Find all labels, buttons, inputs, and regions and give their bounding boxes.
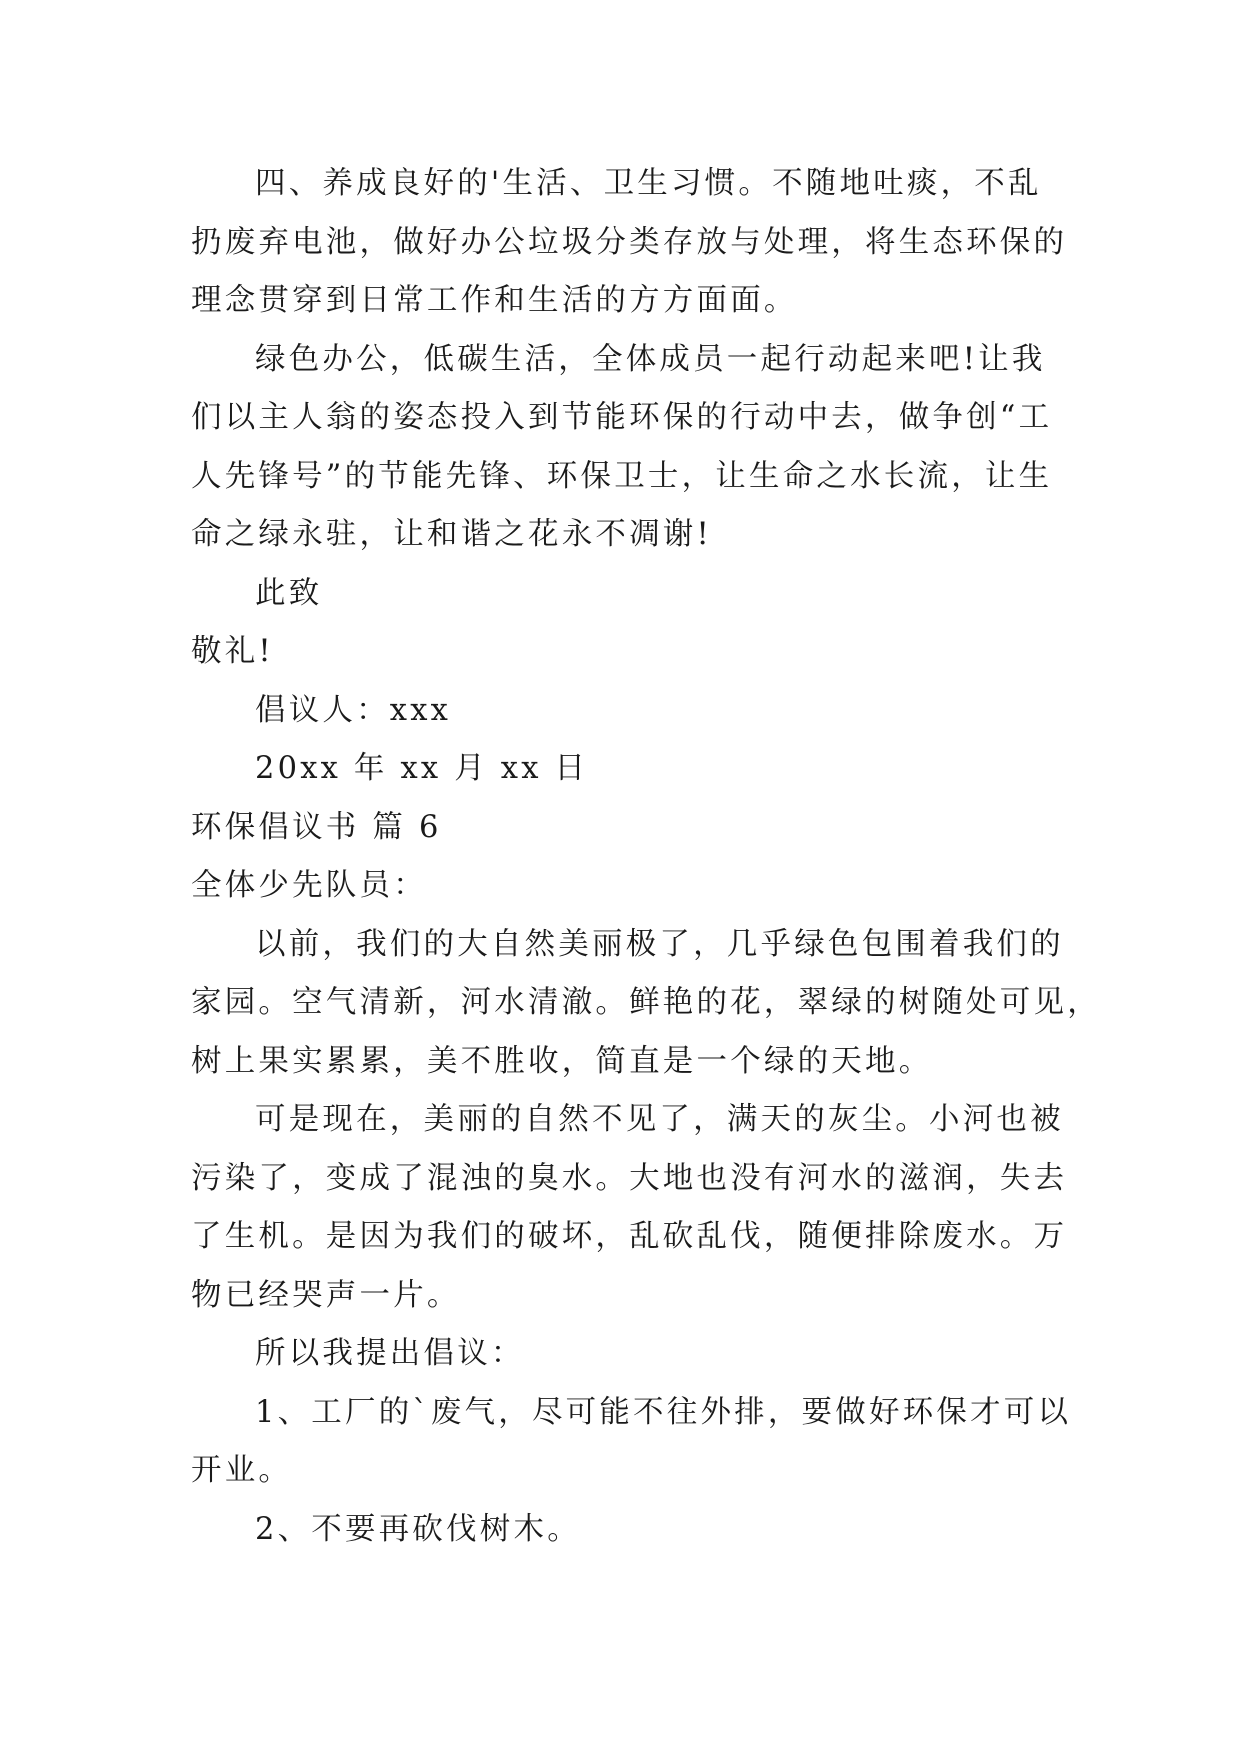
- text-line: 环保倡议书 篇 6: [191, 809, 442, 845]
- text-line: 人先锋号”的节能先锋、环保卫士，让生命之水长流，让生: [191, 458, 1053, 494]
- text-line: 以前，我们的大自然美丽极了，几乎绿色包围着我们的: [255, 926, 1064, 962]
- text-line: 可是现在，美丽的自然不见了，满天的灰尘。小河也被: [255, 1102, 1064, 1137]
- text-line: 家园。空气清新，河水清澈。鲜艳的花，翠绿的树随处可见，: [191, 985, 1101, 1020]
- text-line: 命之绿永驻，让和谐之花永不凋谢!: [191, 517, 712, 552]
- text-line: 倡议人：xxx: [255, 692, 452, 728]
- text-line: 们以主人翁的姿态投入到节能环保的行动中去，做争创“工: [191, 400, 1053, 435]
- text-line: 四、养成良好的'生活、卫生习惯。不随地吐痰，不乱: [255, 166, 1042, 201]
- text-line: 污染了，变成了混浊的臭水。大地也没有河水的滋润，失去: [191, 1160, 1068, 1196]
- text-line: 树上果实累累，美不胜收，简直是一个绿的天地。: [191, 1043, 933, 1079]
- text-line: 绿色办公，低碳生活，全体成员一起行动起来吧!让我: [255, 341, 1046, 377]
- text-line: 20xx 年 xx 月 xx 日: [255, 751, 589, 786]
- document-body: [191, 155, 1101, 1559]
- text-line: 扔废弃电池，做好办公垃圾分类存放与处理，将生态环保的: [191, 224, 1068, 260]
- text-line: 所以我提出倡议：: [255, 1336, 525, 1371]
- text-line: 物已经哭声一片。: [191, 1277, 461, 1313]
- text-line: 1、工厂的`废气，尽可能不往外排，要做好环保才可以: [255, 1394, 1072, 1430]
- text-line: 此致: [255, 575, 323, 611]
- text-line: 了生机。是因为我们的破坏，乱砍乱伐，随便排除废水。万: [191, 1219, 1068, 1254]
- text-line: 2、不要再砍伐树木。: [255, 1511, 581, 1547]
- text-line: 全体少先队员：: [191, 868, 427, 903]
- text-line: 开业。: [191, 1453, 293, 1488]
- text-line: 敬礼!: [191, 634, 274, 669]
- text-line: 理念贯穿到日常工作和生活的方方面面。: [191, 283, 798, 318]
